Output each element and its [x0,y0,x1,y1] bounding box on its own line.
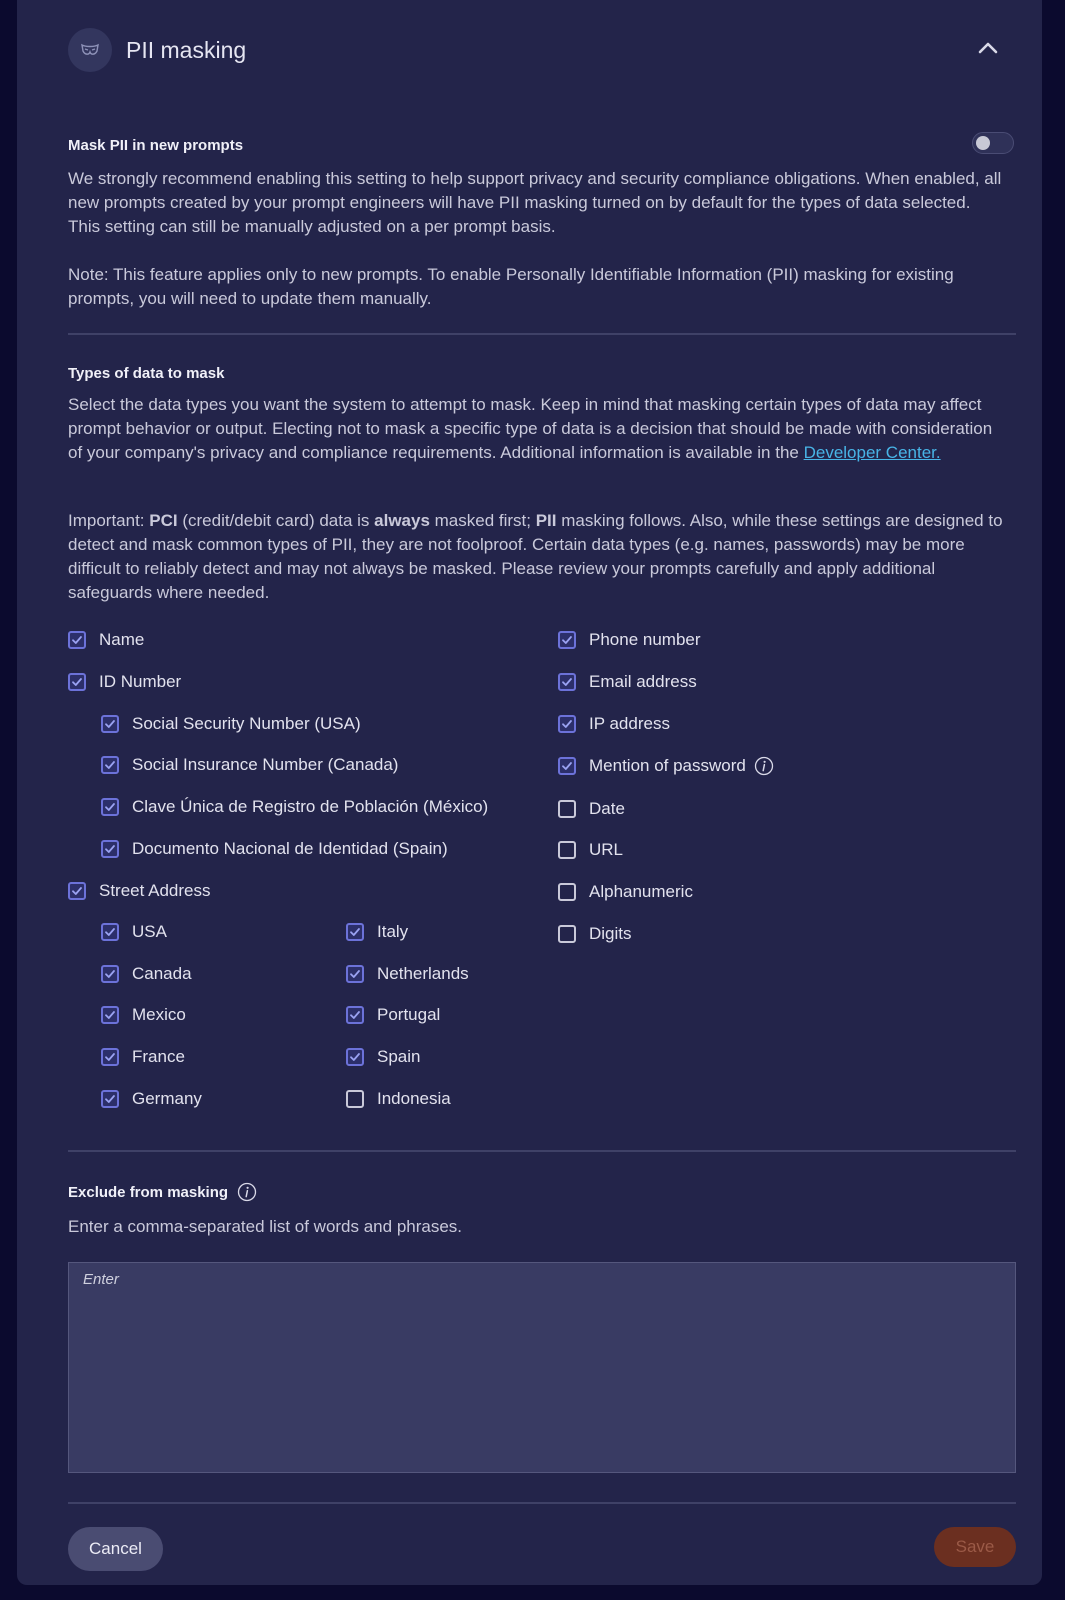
checkbox-label: Email address [589,672,697,691]
important-text: masked first; [429,511,536,530]
important-text: (credit/debit card) data is [177,511,375,530]
checkbox-usa[interactable] [101,920,167,944]
checkbox-label: Date [589,799,625,818]
checkbox-label: ID Number [99,672,182,691]
panel-title: PII masking [126,37,247,63]
important-pci: PCI [149,511,178,530]
checkbox-label: Alphanumeric [589,882,693,901]
checkbox-name[interactable] [68,628,144,652]
pii-masking-panel [17,0,1042,1585]
checkbox-label: Germany [132,1089,202,1108]
exclude-description: Enter a comma-separated list of words and phrases. [68,1217,463,1236]
checkbox-digits[interactable] [558,922,632,946]
checkbox-label: Italy [377,922,409,941]
checkbox-box[interactable] [346,1090,364,1108]
checkbox-label: IP address [589,714,670,733]
checkbox-indonesia[interactable] [346,1087,451,1111]
checkbox-box[interactable] [101,756,119,774]
checkbox-alphanumeric[interactable] [558,880,693,904]
checkbox-ip[interactable] [558,712,670,736]
checkbox-box[interactable] [101,798,119,816]
checkbox-box[interactable] [558,673,576,691]
checkbox-sin[interactable] [101,753,398,777]
important-always: always [374,511,430,530]
types-description-text: Select the data types you want the system to attempt to mask. Keep in mind that masking certain types of data may affect prompt behavior or output. Electing not to mask a specific type of data is a decision that should be made with consideration of your company's privacy and compliance requirements. Additional information is available in the [68,395,993,462]
checkbox-label: Social Security Number (USA) [132,714,361,733]
save-button[interactable]: Save [934,1527,1016,1567]
checkbox-germany[interactable] [101,1087,202,1111]
checkbox-label: France [132,1047,185,1066]
mask-new-note: Note: This feature applies only to new prompts. To enable Personally Identifiable Information (PII) masking for existing prompts, you will need to update them manually. [68,265,954,308]
important-note [68,509,1003,605]
checkbox-label: Portugal [377,1005,441,1024]
important-text: Important: [68,511,150,530]
checkbox-phone[interactable] [558,628,701,652]
checkbox-label: Phone number [589,630,701,649]
checkbox-box[interactable] [558,800,576,818]
checkbox-box[interactable] [558,715,576,733]
checkbox-box[interactable] [558,757,576,775]
exclude-title-row [68,1182,257,1202]
checkbox-box[interactable] [558,841,576,859]
types-description [68,393,1003,465]
checkbox-label: Netherlands [377,964,469,983]
checkbox-box[interactable] [558,925,576,943]
developer-center-link[interactable]: Developer Center. [803,443,941,462]
checkbox-box[interactable] [101,1006,119,1024]
checkbox-box[interactable] [68,631,86,649]
checkbox-label: Clave Única de Registro de Población (México) [132,797,489,816]
checkbox-label: Street Address [99,881,211,900]
divider [68,1502,1016,1504]
info-icon[interactable] [754,756,774,776]
checkbox-dni[interactable] [101,837,448,861]
checkbox-label: Documento Nacional de Identidad (Spain) [132,839,448,858]
checkbox-box[interactable] [558,883,576,901]
checkbox-box[interactable] [346,923,364,941]
checkbox-url[interactable] [558,838,623,862]
divider [68,1150,1016,1152]
mask-icon [68,28,112,72]
checkbox-label: Indonesia [377,1089,451,1108]
checkbox-label: Social Insurance Number (Canada) [132,755,399,774]
checkbox-ssn[interactable] [101,712,361,736]
checkbox-curp[interactable] [101,795,488,819]
checkbox-italy[interactable] [346,920,408,944]
divider [68,333,1016,335]
checkbox-france[interactable] [101,1045,185,1069]
checkbox-portugal[interactable] [346,1003,440,1027]
types-title: Types of data to mask [68,365,225,382]
checkbox-label: URL [589,840,624,859]
checkbox-label: Spain [377,1047,421,1066]
exclude-input[interactable] [68,1262,1016,1473]
checkbox-label: Name [99,630,145,649]
checkbox-canada[interactable] [101,962,192,986]
checkbox-date[interactable] [558,797,625,821]
exclude-title: Exclude from masking [68,1183,229,1201]
checkbox-box[interactable] [101,715,119,733]
checkbox-label: Mexico [132,1005,186,1024]
checkbox-box[interactable] [101,1048,119,1066]
toggle-knob [976,136,990,150]
checkbox-box[interactable] [101,965,119,983]
checkbox-box[interactable] [101,1090,119,1108]
important-pii: PII [535,511,557,530]
checkbox-email[interactable] [558,670,697,694]
checkbox-street-address[interactable] [68,879,211,903]
checkbox-label: Digits [589,924,632,943]
mask-new-toggle[interactable] [972,132,1014,154]
checkbox-label: Canada [132,964,192,983]
checkbox-mexico[interactable] [101,1003,186,1027]
info-icon[interactable] [237,1182,257,1202]
checkbox-box[interactable] [346,965,364,983]
checkbox-box[interactable] [101,840,119,858]
mask-new-title: Mask PII in new prompts [68,137,244,154]
checkbox-id-number[interactable] [68,670,181,694]
checkbox-spain[interactable] [346,1045,420,1069]
mask-new-description: We strongly recommend enabling this setting to help support privacy and security compliance obligations. When enabled, all new prompts created by your prompt engineers will have PII masking turned on by default for the types of data selected. This setting can still be manually adjusted on a per prompt basis. [68,169,1002,236]
checkbox-netherlands[interactable] [346,962,469,986]
chevron-up-icon[interactable] [974,34,1002,62]
checkbox-box[interactable] [68,673,86,691]
checkbox-box[interactable] [558,631,576,649]
panel-header[interactable] [68,28,1002,72]
checkbox-box[interactable] [101,923,119,941]
checkbox-password[interactable] [558,754,774,778]
cancel-button[interactable]: Cancel [68,1527,163,1571]
checkbox-label: Mention of password [589,756,746,775]
checkbox-box[interactable] [346,1048,364,1066]
checkbox-box[interactable] [346,1006,364,1024]
important-text: masking follows. Also, while these settings are designed to detect and mask common types of PII, they are not foolproof. Certain data types (e.g. names, passwords) may be more difficult to reliably detect and may not always be masked. Please review your prompts carefully and apply additional safeguards where needed. [68,511,1003,602]
checkbox-label: USA [132,922,167,941]
checkbox-box[interactable] [68,882,86,900]
